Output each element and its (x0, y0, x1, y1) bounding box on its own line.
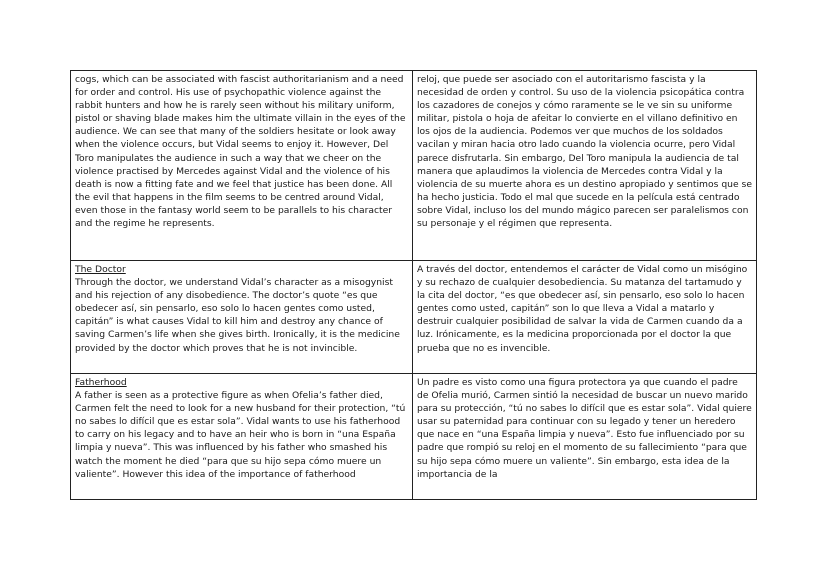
english-paragraph: Through the doctor, we understand Vidal’s character as a misogynist and his rejection of any disobedience. The doctor’s quote “es que obedecer así, sin pensarlo, eso solo lo hacen gentes como usted, capitán” is what causes Vidal to kill him and destroy any chance of saving Carmen’s life when she gives birth. Ironically, it is the medicine provided by the doctor which proves that he is not invincible. (75, 277, 400, 354)
spanish-paragraph: Un padre es visto como una figura protectora ya que cuando el padre de Ofelia murió, Carmen sintió la necesidad de buscar un nuevo marido para su protección, “tú no sabes lo difícil que es estar sola”. Vidal quiere usar su paternidad para continuar con su legado y tener un heredero que nace en “una España limpia y nueva”. Esto fue influenciado por su padre que rompió su reloj en el momento de su fallecimiento “para que su hijo sepa cómo muere un valiente”. Sin embargo, esta idea de la importancia de la (417, 377, 752, 480)
section-heading-doctor: The Doctor (75, 264, 126, 275)
table-row (71, 71, 757, 261)
english-cell (71, 71, 413, 261)
spanish-cell (413, 71, 757, 261)
english-cell (71, 261, 413, 374)
translation-table (70, 70, 757, 500)
spanish-paragraph: reloj, que puede ser asociado con el autoritarismo fascista y la necesidad de orden y control. Su uso de la violencia psicopática contra los cazadores de conejos y cómo raramente se le ve sin su uniforme militar, pistola o hoja de afeitar lo convierte en el villano definitivo en los ojos de la audiencia. Podemos ver que muchos de los soldados vacilan y miran hacia otro lado cuando la violencia ocurre, pero Vidal parece disfrutarla. Sin embargo, Del Toro manipula la audiencia de tal manera que aplaudimos la violencia de Mercedes contra Vidal y la violencia de su muerte ahora es un destino apropiado y sentimos que se ha hecho justicia. Todo el mal que sucede en la película está centrado sobre Vidal, incluso los del mundo mágico parecen ser paralelismos con su personaje y el régimen que representa. (417, 74, 752, 230)
table-row (71, 374, 757, 500)
table-row (71, 261, 757, 374)
section-heading-fatherhood: Fatherhood (75, 377, 127, 388)
spanish-cell (413, 374, 757, 500)
english-paragraph: cogs, which can be associated with fascist authoritarianism and a need for order and control. His use of psychopathic violence against the rabbit hunters and how he is rarely seen without his military uniform, pistol or shaving blade makes him the ultimate villain in the eyes of the audience. We can see that many of the soldiers hesitate or look away when the violence occurs, but Vidal seems to enjoy it. However, Del Toro manipulates the audience in such a way that we cheer on the violence practised by Mercedes against Vidal and the violence of his death is now a fitting fate and we feel that justice has been done. All the evil that happens in the film seems to be centred around Vidal, even those in the fantasy world seem to be parallels to his character and the regime he represents. (75, 74, 406, 230)
spanish-paragraph: A través del doctor, entendemos el carácter de Vidal como un misógino y su rechazo de cualquier desobediencia. Su matanza del tartamudo y la cita del doctor, “es que obedecer así, sin pensarlo, eso solo lo hacen gentes como usted, capitán” son lo que lleva a Vidal a matarlo y destruir cualquier posibilidad de salvar la vida de Carmen cuando da a luz. Irónicamente, es la medicina proporcionada por el doctor la que prueba que no es invencible. (417, 264, 748, 354)
english-cell (71, 374, 413, 500)
english-paragraph: A father is seen as a protective figure as when Ofelia’s father died, Carmen felt the need to look for a new husband for their protection, “tú no sabes lo difícil que es estar sola”. Vidal wants to use his fatherhood to carry on his legacy and to have an heir who is born in “una España limpia y nueva”. This was influenced by his father who smashed his watch the moment he died “para que su hijo sepa cómo muere un valiente”. However this idea of the importance of fatherhood (75, 390, 406, 480)
spanish-cell (413, 261, 757, 374)
